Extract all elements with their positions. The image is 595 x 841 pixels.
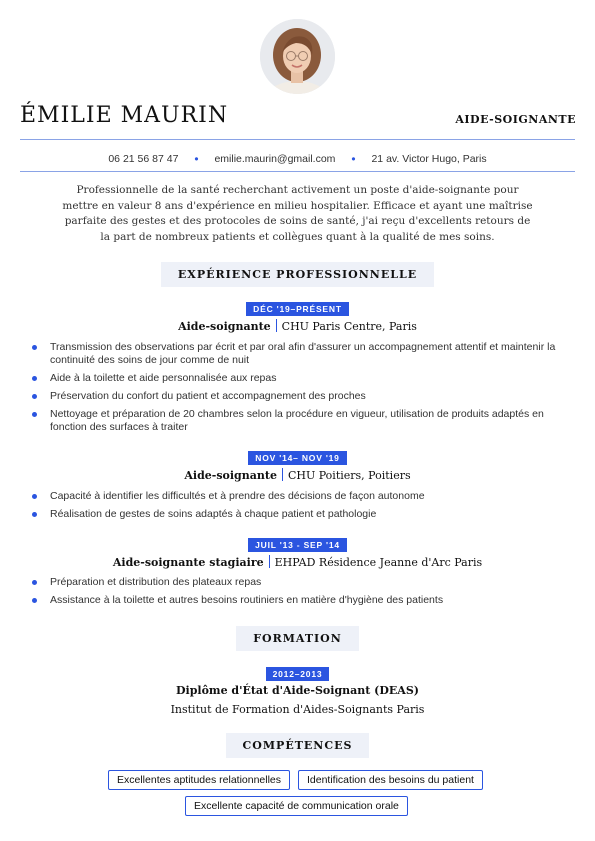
- school-name: Institut de Formation d'Aides-Soignants Paris: [170, 703, 425, 716]
- job-2-header: [0, 468, 595, 482]
- job-title: AIDE-SOIGNANTE: [455, 113, 576, 126]
- list-item: Préparation et distribution des plateaux repas: [30, 576, 570, 589]
- divider-bottom: [20, 171, 575, 172]
- job-1-header: [0, 319, 595, 333]
- job-role: Aide-soignante: [184, 469, 277, 482]
- postal-address: 21 av. Victor Hugo, Paris: [371, 153, 487, 165]
- email-address: emilie.maurin@gmail.com: [214, 153, 336, 165]
- job-1-dates: [0, 299, 595, 317]
- job-role: Aide-soignante: [178, 320, 271, 333]
- skills-heading-label: COMPÉTENCES: [226, 733, 370, 758]
- job-2-bullets: [30, 490, 570, 526]
- education-dates: [0, 664, 595, 682]
- date-badge: JUIL '13 - SEP '14: [248, 538, 347, 552]
- list-item: Préservation du confort du patient et accompagnement des proches: [30, 390, 570, 403]
- skill-tag: Excellentes aptitudes relationnelles: [108, 770, 290, 790]
- list-item: Transmission des observations par écrit et par oral afin d'assurer un accompagnement attentif et maintenir la continuité des soins de jour comme de nuit: [30, 341, 570, 367]
- contact-line: [0, 151, 595, 165]
- date-badge: NOV '14– NOV '19: [248, 451, 346, 465]
- separator-bar: [269, 555, 270, 568]
- list-item: Nettoyage et préparation de 20 chambres selon la procédure en vigueur, utilisation de produits adaptés en fonction des surfaces à traiter: [30, 408, 570, 434]
- list-item: Aide à la toilette et aide personnalisée aux repas: [30, 372, 570, 385]
- separator-bar: [276, 319, 277, 332]
- education-heading: [0, 626, 595, 651]
- skill-tag: Excellente capacité de communication orale: [185, 796, 408, 816]
- job-role: Aide-soignante stagiaire: [112, 556, 264, 569]
- skills-heading: [0, 733, 595, 758]
- job-employer: CHU Paris Centre, Paris: [281, 320, 417, 333]
- date-badge: 2012–2013: [266, 667, 330, 681]
- education-heading-label: FORMATION: [236, 626, 359, 651]
- experience-heading-label: EXPÉRIENCE PROFESSIONNELLE: [161, 262, 434, 287]
- portrait-image: [260, 19, 335, 94]
- professional-summary: Professionnelle de la santé recherchant activement un poste d'aide-soignante pour mettre en valeur 8 ans d'expérience en milieu hospitalier. Efficace et ayant une maîtrise parfaite des gestes et des protocoles de soins de santé, j'ai reçu d'excellents retours de la part de nombreux patients et collègues quant à la qualité de mes soins.: [62, 184, 533, 243]
- job-2-dates: [0, 448, 595, 466]
- separator-bar: [282, 468, 283, 481]
- job-employer: CHU Poitiers, Poitiers: [287, 469, 411, 482]
- date-badge: DÉC '19–PRÉSENT: [246, 302, 349, 316]
- experience-heading: [0, 262, 595, 287]
- job-3-bullets: [30, 576, 570, 612]
- skill-tag: Identification des besoins du patient: [298, 770, 483, 790]
- job-employer: EHPAD Résidence Jeanne d'Arc Paris: [274, 556, 483, 569]
- list-item: Réalisation de gestes de soins adaptés à chaque patient et pathologie: [30, 508, 570, 521]
- phone-number: 06 21 56 87 47: [108, 153, 179, 165]
- bullet-separator: •: [351, 152, 356, 166]
- profile-photo: [260, 19, 335, 94]
- divider-top: [20, 139, 575, 140]
- job-3-dates: [0, 535, 595, 553]
- degree-name: Diplôme d'État d'Aide-Soignant (DEAS): [176, 684, 419, 697]
- bullet-separator: •: [194, 152, 199, 166]
- candidate-name: ÉMILIE MAURIN: [20, 103, 229, 128]
- list-item: Capacité à identifier les difficultés et à prendre des décisions de façon autonome: [30, 490, 570, 503]
- job-1-bullets: [30, 341, 570, 439]
- list-item: Assistance à la toilette et autres besoins routiniers en matière d'hygiène des patients: [30, 594, 570, 607]
- job-3-header: [0, 555, 595, 569]
